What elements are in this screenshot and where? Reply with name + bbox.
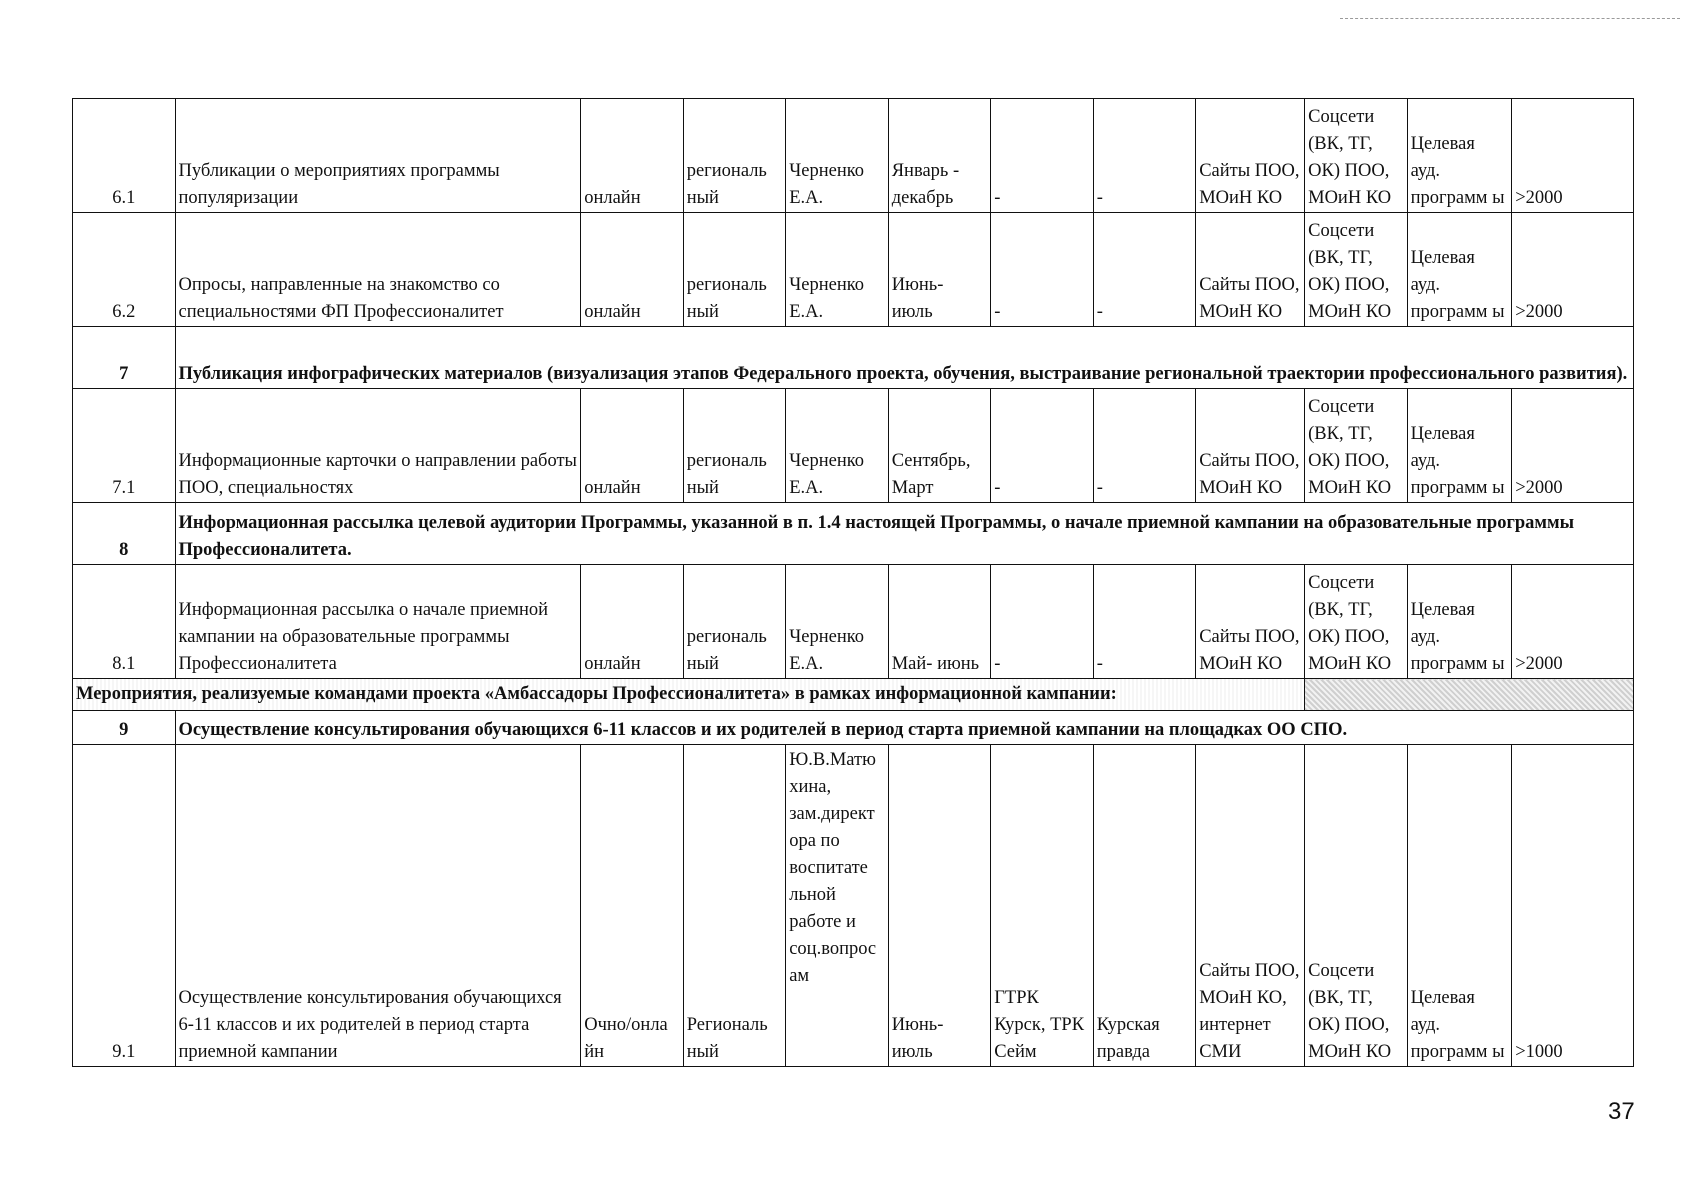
reach-cell: >1000: [1512, 745, 1634, 1067]
row-number: 6.1: [73, 99, 176, 213]
media-cell: -: [991, 99, 1094, 213]
sites-cell: Сайты ПОО, МОиН КО: [1196, 565, 1305, 679]
group-number: 8: [73, 503, 176, 565]
level-cell: региональ ный: [683, 213, 786, 327]
group-number: 7: [73, 327, 176, 389]
activity-cell: Информационная рассылка о начале приемной кампании на образовательные программы Профессионалитета: [175, 565, 581, 679]
reach-cell: >2000: [1512, 213, 1634, 327]
period-cell: Январь - декабрь: [888, 99, 991, 213]
level-cell: Региональ ный: [683, 745, 786, 1067]
period-cell: Июнь- июль: [888, 213, 991, 327]
scan-artifact-line: [1340, 18, 1680, 19]
group-header-row: [73, 327, 1634, 389]
activity-cell: Опросы, направленные на знакомство со специальностями ФП Профессионалитет: [175, 213, 581, 327]
row-number: 9.1: [73, 745, 176, 1067]
group-number: 9: [73, 711, 176, 745]
social-cell: Соцсети (ВК, ТГ, ОК) ПОО, МОиН КО: [1305, 213, 1408, 327]
reach-cell: >2000: [1512, 99, 1634, 213]
row-number: 8.1: [73, 565, 176, 679]
reach-cell: >2000: [1512, 565, 1634, 679]
section-title: Мероприятия, реализуемые командами проекта «Амбассадоры Профессионалитета» в рамках информационной кампании:: [73, 679, 1305, 711]
table-row: [73, 99, 1634, 213]
level-cell: региональ ный: [683, 565, 786, 679]
audience-cell: Целевая ауд. программ ы: [1407, 389, 1512, 503]
format-cell: онлайн: [581, 213, 684, 327]
press-cell: -: [1093, 99, 1196, 213]
sites-cell: Сайты ПОО, МОиН КО, интернет СМИ: [1196, 745, 1305, 1067]
format-cell: онлайн: [581, 99, 684, 213]
period-cell: Сентябрь, Март: [888, 389, 991, 503]
section-header-row: [73, 679, 1634, 711]
activity-cell: Осуществление консультирования обучающихся 6-11 классов и их родителей в период старта приемной кампании: [175, 745, 581, 1067]
press-cell: -: [1093, 389, 1196, 503]
section-fill: [1305, 679, 1634, 711]
responsible-cell: Черненко Е.А.: [786, 99, 889, 213]
reach-cell: >2000: [1512, 389, 1634, 503]
format-cell: онлайн: [581, 565, 684, 679]
media-cell: -: [991, 213, 1094, 327]
social-cell: Соцсети (ВК, ТГ, ОК) ПОО, МОиН КО: [1305, 99, 1408, 213]
table-row: [73, 213, 1634, 327]
format-cell: онлайн: [581, 389, 684, 503]
press-cell: Курская правда: [1093, 745, 1196, 1067]
table-row: [73, 745, 1634, 1067]
level-cell: региональ ный: [683, 99, 786, 213]
responsible-cell: Черненко Е.А.: [786, 565, 889, 679]
audience-cell: Целевая ауд. программ ы: [1407, 565, 1512, 679]
social-cell: Соцсети (ВК, ТГ, ОК) ПОО, МОиН КО: [1305, 565, 1408, 679]
group-title: Осуществление консультирования обучающихся 6-11 классов и их родителей в период старта приемной кампании на площадках ОО СПО.: [175, 711, 1634, 745]
level-cell: региональ ный: [683, 389, 786, 503]
responsible-cell: Ю.В.Матю хина, зам.директ ора по воспитате льной работе и соц.вопрос ам: [786, 745, 889, 1067]
table-row: [73, 389, 1634, 503]
sites-cell: Сайты ПОО, МОиН КО: [1196, 389, 1305, 503]
media-cell: ГТРК Курск, ТРК Сейм: [991, 745, 1094, 1067]
group-header-row: [73, 503, 1634, 565]
audience-cell: Целевая ауд. программ ы: [1407, 213, 1512, 327]
events-table: [72, 98, 1634, 1067]
activity-cell: Информационные карточки о направлении работы ПОО, специальностях: [175, 389, 581, 503]
press-cell: -: [1093, 565, 1196, 679]
activity-cell: Публикации о мероприятиях программы популяризации: [175, 99, 581, 213]
responsible-cell: Черненко Е.А.: [786, 213, 889, 327]
format-cell: Очно/онла йн: [581, 745, 684, 1067]
period-cell: Май- июнь: [888, 565, 991, 679]
social-cell: Соцсети (ВК, ТГ, ОК) ПОО, МОиН КО: [1305, 745, 1408, 1067]
row-number: 6.2: [73, 213, 176, 327]
audience-cell: Целевая ауд. программ ы: [1407, 745, 1512, 1067]
row-number: 7.1: [73, 389, 176, 503]
table-row: [73, 565, 1634, 679]
group-title: Публикация инфографических материалов (визуализация этапов Федерального проекта, обучения, выстраивание региональной траектории профессионального развития).: [175, 327, 1634, 389]
sites-cell: Сайты ПОО, МОиН КО: [1196, 99, 1305, 213]
press-cell: -: [1093, 213, 1196, 327]
page-number: 37: [1608, 1098, 1635, 1125]
responsible-cell: Черненко Е.А.: [786, 389, 889, 503]
group-header-row: [73, 711, 1634, 745]
media-cell: -: [991, 389, 1094, 503]
media-cell: -: [991, 565, 1094, 679]
audience-cell: Целевая ауд. программ ы: [1407, 99, 1512, 213]
group-title: Информационная рассылка целевой аудитории Программы, указанной в п. 1.4 настоящей Программы, о начале приемной кампании на образовательные программы Профессионалитета.: [175, 503, 1634, 565]
social-cell: Соцсети (ВК, ТГ, ОК) ПОО, МОиН КО: [1305, 389, 1408, 503]
sites-cell: Сайты ПОО, МОиН КО: [1196, 213, 1305, 327]
period-cell: Июнь- июль: [888, 745, 991, 1067]
